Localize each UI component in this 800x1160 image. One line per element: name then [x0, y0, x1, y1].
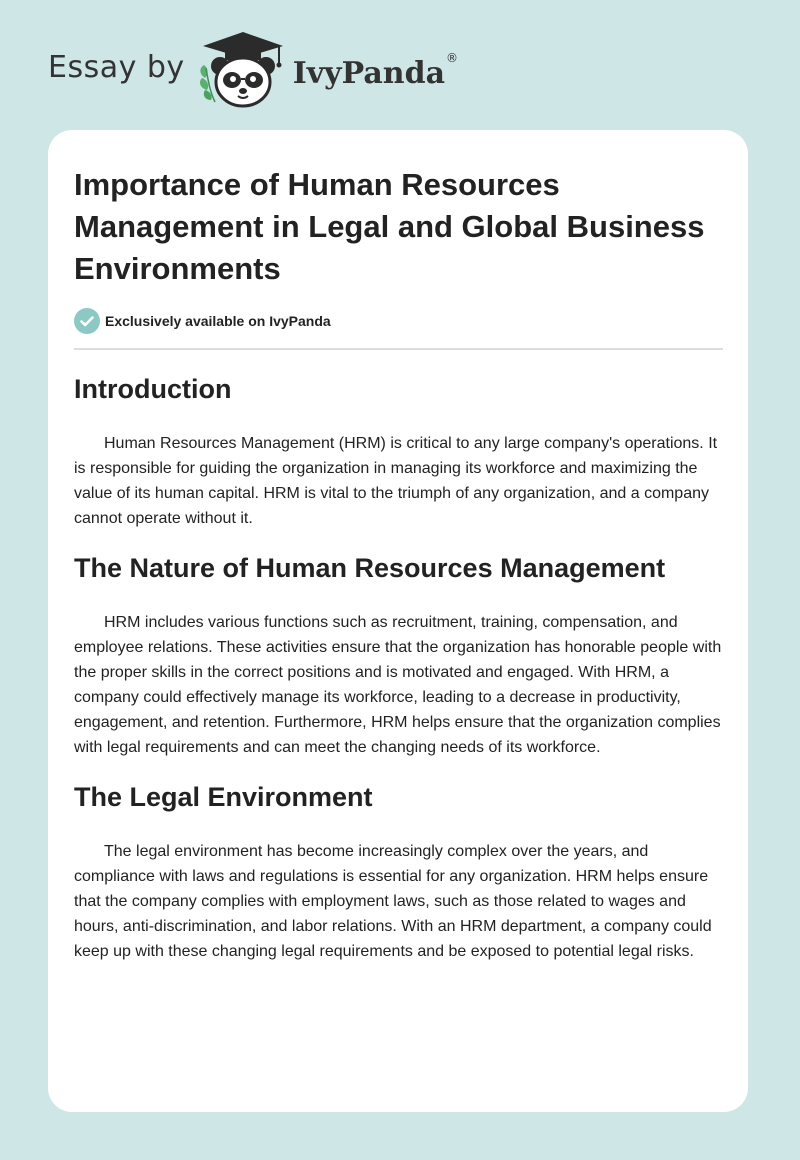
- section-heading: Introduction: [74, 374, 232, 404]
- essay-card: [48, 130, 748, 1112]
- brand-name[interactable]: IvyPanda: [292, 55, 446, 91]
- site-header: [48, 30, 458, 110]
- section-paragraph: HRM includes various functions such as recruitment, training, compensation, and employee relations. These activities ensure that the organization has honorable people with the proper skills in the correct positions and is motivated and engaged. With HRM, a company could effectively manage its workforce, leading to a decrease in productivity, engagement, and retention. Furthermore, HRM helps ensure that the organization complies with legal requirements and can meet the changing needs of its workforce.: [74, 614, 722, 756]
- exclusive-badge: [74, 307, 723, 335]
- section-nature-of-hrm: [74, 552, 723, 760]
- section-paragraph: Human Resources Management (HRM) is critical to any large company's operations. It is responsible for guiding the organization in managing its workforce and maximizing the value of its human capital. HRM is vital to the triumph of any organization, and a company cannot operate without it.: [74, 435, 718, 527]
- check-circle-icon: [74, 308, 100, 334]
- section-paragraph: The legal environment has become increasingly complex over the years, and compliance with laws and regulations is essential for any organization. HRM helps ensure that the company complies with employment laws, such as those related to wages and hours, anti-discrimination, and labor relations. With an HRM department, a company could keep up with these changing legal requirements and be exposed to potential legal risks.: [74, 843, 712, 960]
- section-heading: The Legal Environment: [74, 782, 373, 812]
- section-legal-environment: [74, 781, 723, 964]
- essay-by-label: Essay by: [48, 49, 185, 85]
- registered-mark: ®: [446, 51, 459, 65]
- exclusive-label: Exclusively available on IvyPanda: [105, 313, 331, 329]
- section-introduction: [74, 373, 723, 531]
- panda-graduate-icon[interactable]: [195, 28, 291, 112]
- section-heading: The Nature of Human Resources Management: [74, 553, 666, 583]
- title-divider: [74, 348, 723, 350]
- essay-content: [74, 164, 723, 964]
- page-title: Importance of Human Resources Management in Legal and Global Business Environments: [74, 167, 705, 286]
